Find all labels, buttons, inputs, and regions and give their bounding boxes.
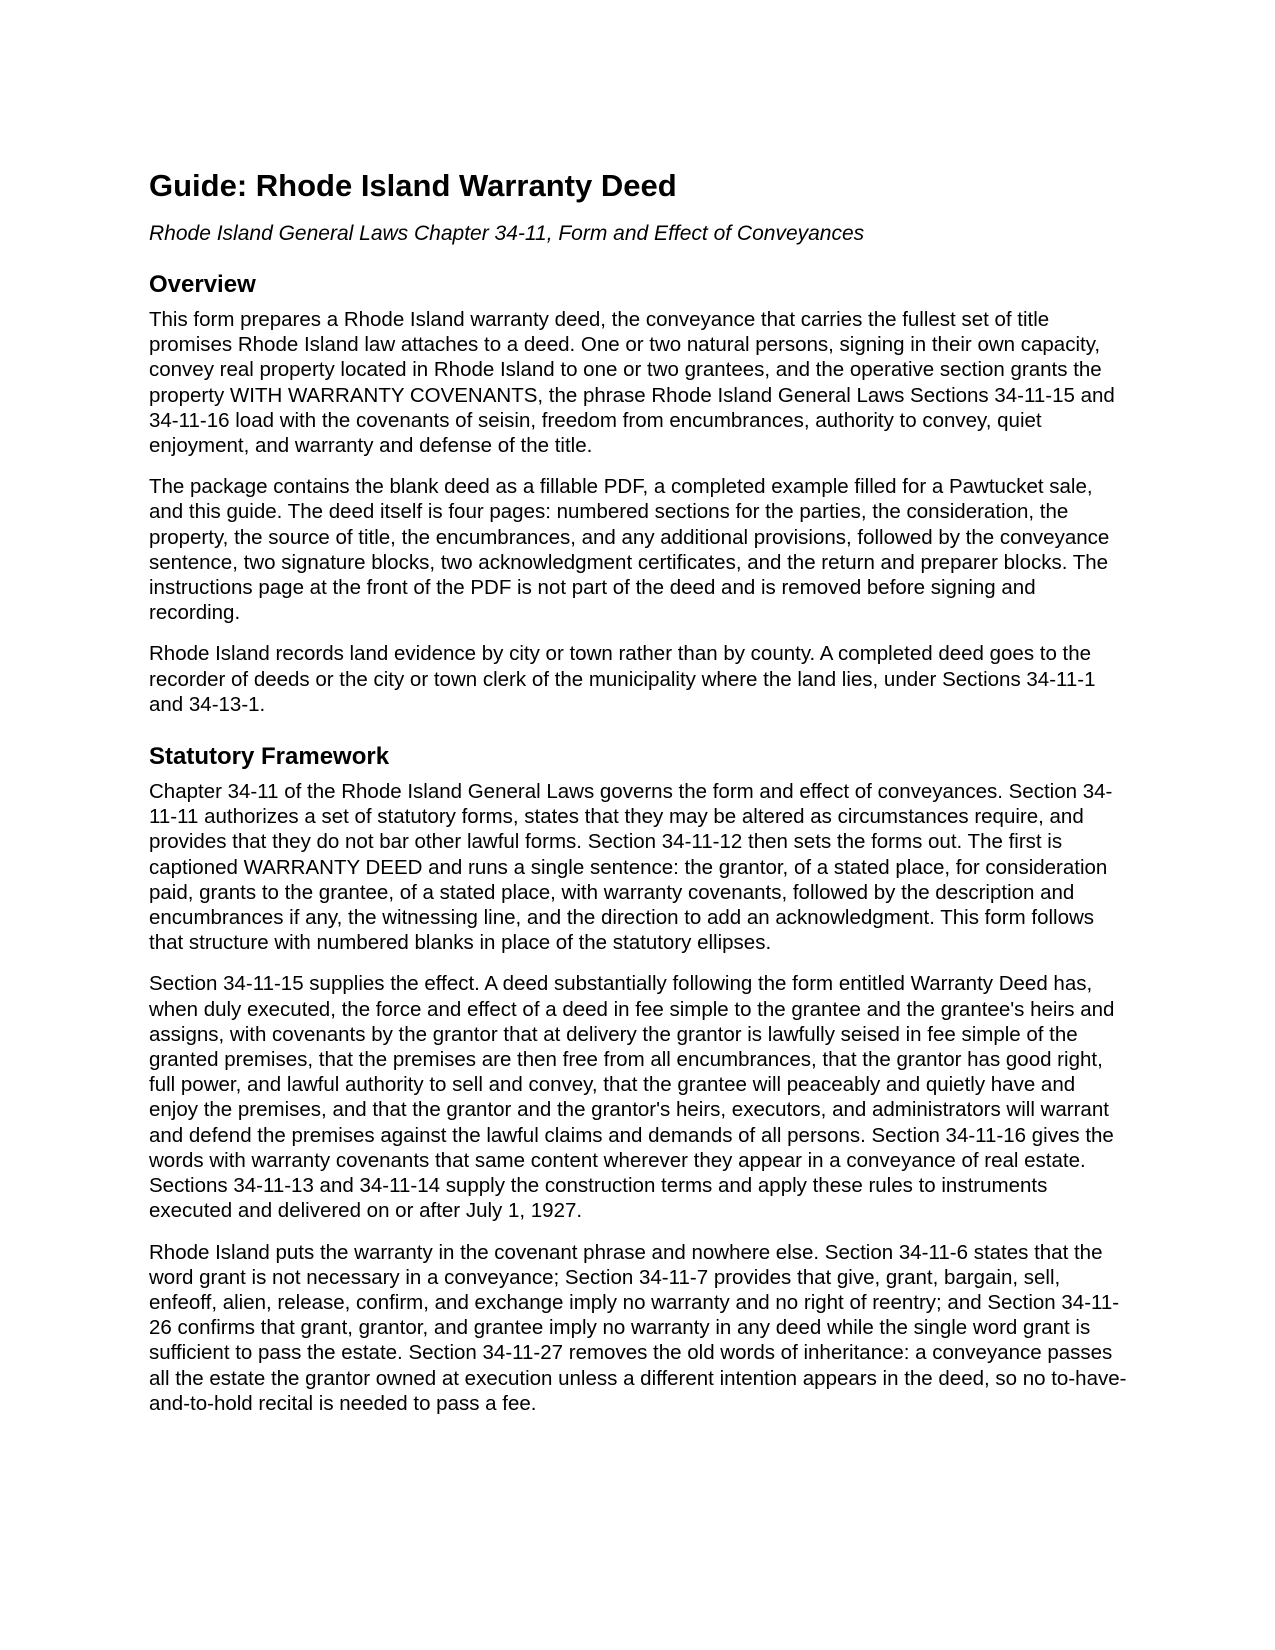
paragraph: Section 34-11-15 supplies the effect. A deed substantially following the form entitled Warranty Deed has, when duly executed, the force and effect of a deed in fee simple to the grantee and the grantee's heirs and assigns, with covenants by the grantor that at delivery the grantor is lawfully seised in fee simple of the granted premises, that the premises are then free from all encumbrances, that the grantor has good right, full power, and lawful authority to sell and convey, that the grantee will peaceably and quietly have and enjoy the premises, and that the grantor and the grantor's heirs, executors, and administrators will warrant and defend the premises against the lawful claims and demands of all persons. Section 34-11-16 gives the words with warranty covenants that same content wherever they appear in a conveyance of real estate. Sections 34-11-13 and 34-11-14 supply the construction terms and apply these rules to instruments executed and delivered on or after July 1, 1927.: [149, 972, 1115, 1223]
section-statutory-framework: [149, 743, 1129, 1416]
paragraph: The package contains the blank deed as a fillable PDF, a completed example filled for a Pawtucket sale, and this guide. The deed itself is four pages: numbered sections for the parties, the consideration, the property, the source of title, the encumbrances, and any additional provisions, followed by the conveyance sentence, two signature blocks, two acknowledgment certificates, and the return and preparer blocks. The instructions page at the front of the PDF is not part of the deed and is removed before signing and recording.: [149, 475, 1110, 625]
paragraph: This form prepares a Rhode Island warranty deed, the conveyance that carries the fullest set of title promises Rhode Island law attaches to a deed. One or two natural persons, signing in their own capacity, convey real property located in Rhode Island to one or two grantees, and the operative section grants the property WITH WARRANTY COVENANTS, the phrase Rhode Island General Laws Sections 34-11-15 and 34-11-16 load with the covenants of seisin, freedom from encumbrances, authority to convey, quiet enjoyment, and warranty and defense of the title.: [149, 308, 1115, 458]
section-overview: [149, 271, 1129, 717]
paragraph: Rhode Island records land evidence by city or town rather than by county. A completed deed goes to the recorder of deeds or the city or town clerk of the municipality where the land lies, under Sections 34-11-1 and 34-13-1.: [149, 642, 1096, 716]
section-heading: Overview: [149, 271, 256, 298]
section-heading: Statutory Framework: [149, 743, 390, 771]
paragraph: Chapter 34-11 of the Rhode Island General Laws governs the form and effect of conveyances. Section 34-11-11 authorizes a set of statutory forms, states that they may be altered as circumstances require, and provides that they do not bar other lawful forms. Section 34-11-12 then sets the forms out. The first is captioned WARRANTY DEED and runs a single sentence: the grantor, of a stated place, for consideration paid, grants to the grantee, of a stated place, with warranty covenants, followed by the description and encumbrances if any, the witnessing line, and the direction to add an acknowledgment. This form follows that structure with numbered blanks in place of the statutory ellipses.: [149, 780, 1113, 955]
document-page: [149, 168, 1129, 1416]
paragraph: Rhode Island puts the warranty in the covenant phrase and nowhere else. Section 34-11-6 states that the word grant is not necessary in a conveyance; Section 34-11-7 provides that give, grant, bargain, sell, enfeoff, alien, release, confirm, and exchange imply no warranty and no right of reentry; and Section 34-11-26 confirms that grant, grantor, and grantee imply no warranty in any deed while the single word grant is sufficient to pass the estate. Section 34-11-27 removes the old words of inheritance: a conveyance passes all the estate the grantor owned at execution unless a different intention appears in the deed, so no to-have-and-to-hold recital is needed to pass a fee.: [149, 1240, 1127, 1415]
document-title: Guide: Rhode Island Warranty Deed: [149, 168, 677, 203]
document-subtitle: Rhode Island General Laws Chapter 34-11, Form and Effect of Conveyances: [149, 222, 865, 245]
